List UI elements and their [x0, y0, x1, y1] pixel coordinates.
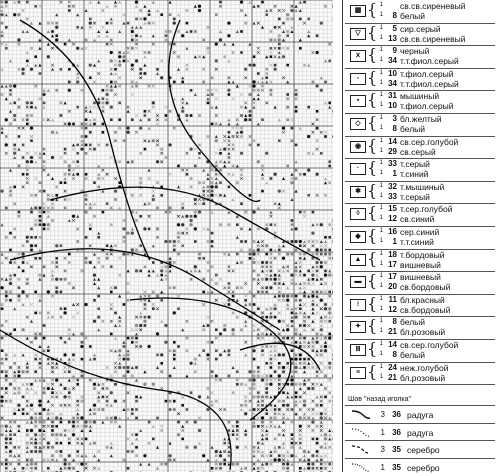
stitch-symbol-icon: ⅹ	[350, 50, 366, 62]
thread-color-name: св.синий	[400, 214, 434, 224]
brace-icon: {	[367, 204, 377, 222]
thread-color-name: черный	[400, 46, 429, 56]
thread-color-name: т.синий	[400, 169, 429, 179]
legend-row	[345, 113, 495, 137]
strand-count: 1	[373, 215, 383, 221]
backstitch-row	[345, 405, 495, 423]
stitch-symbol-icon: ◇	[350, 118, 366, 130]
thread-color-name: бл.красный	[400, 295, 445, 305]
strand-count: 1	[373, 92, 383, 98]
strand-count: 1	[373, 170, 383, 176]
thread-number: 35	[387, 445, 401, 454]
strand-count: 1	[373, 115, 383, 121]
strand-count: 1	[373, 12, 383, 18]
thread-color-name: вишневый	[400, 260, 441, 270]
brace-icon: {	[367, 340, 377, 358]
strand-count: 1	[373, 374, 383, 380]
legend-row	[345, 45, 495, 69]
thread-color-name: т.т.фиол.серый	[400, 56, 459, 66]
thread-color-name: радуга	[407, 428, 433, 438]
thread-number: 34	[381, 56, 397, 65]
stitch-symbol-icon: ·	[350, 163, 366, 175]
thread-color-name: бл.желтый	[400, 114, 442, 124]
stitch-symbol-icon: Ⅲ	[350, 344, 366, 356]
backstitch-row	[345, 440, 495, 458]
legend-row	[345, 158, 495, 182]
legend-row	[345, 203, 495, 227]
legend-row	[345, 271, 495, 295]
strand-count: 1	[373, 193, 383, 199]
brace-icon: {	[367, 1, 377, 19]
thread-number: 36	[387, 428, 401, 437]
backstitch-line-icon	[351, 408, 371, 420]
strand-count: 1	[373, 296, 383, 302]
backstitch-row	[345, 423, 495, 441]
thread-color-name: т.т.фиол.серый	[400, 79, 459, 89]
legend-row	[345, 90, 495, 114]
backstitch-line-icon	[351, 426, 371, 438]
thread-number: 1	[375, 428, 385, 437]
brace-icon: {	[367, 317, 377, 335]
strand-count: 1	[373, 102, 383, 108]
thread-number: 13	[381, 34, 397, 43]
thread-number: 33	[381, 192, 397, 201]
thread-number: 5	[381, 24, 397, 33]
thread-color-name: сир.серый	[400, 24, 441, 34]
stitch-symbol-icon: ▦	[350, 5, 366, 17]
thread-number: 34	[381, 79, 397, 88]
thread-number: 10	[381, 69, 397, 78]
thread-number: 15	[381, 204, 397, 213]
strand-count: 1	[373, 273, 383, 279]
stitch-symbol-icon: ◆	[350, 231, 366, 243]
strand-count: 1	[373, 341, 383, 347]
legend-row	[345, 249, 495, 273]
brace-icon: {	[367, 363, 377, 381]
brace-icon: {	[367, 69, 377, 87]
stitch-symbol-icon: ▬	[350, 276, 366, 288]
backstitch-line-icon	[351, 443, 371, 455]
strand-count: 1	[373, 47, 383, 53]
legend-row	[345, 181, 495, 205]
legend-divider	[342, 0, 343, 472]
thread-number: 1	[381, 237, 397, 246]
legend-row	[345, 136, 495, 160]
thread-color-name: белый	[400, 350, 425, 360]
thread-color-name: т.бордовый	[400, 250, 445, 260]
strand-count: 1	[373, 25, 383, 31]
brace-icon: {	[367, 272, 377, 290]
thread-color-name: белый	[400, 124, 425, 134]
thread-color-name: сер.синий	[400, 227, 439, 237]
thread-number: 17	[381, 272, 397, 281]
stitch-symbol-icon: ◊	[350, 208, 366, 220]
thread-color-name: белый	[400, 317, 425, 327]
strand-count: 1	[373, 138, 383, 144]
legend-row	[345, 23, 495, 47]
brace-icon: {	[367, 137, 377, 155]
color-key-legend	[345, 0, 495, 472]
thread-color-name: т.сер.голубой	[400, 204, 452, 214]
thread-number: 3	[375, 445, 385, 454]
thread-color-name: мышиный	[400, 91, 439, 101]
backstitch-row	[345, 458, 495, 476]
thread-color-name: т.т.синий	[400, 237, 434, 247]
thread-color-name: т.серый	[400, 192, 430, 202]
thread-number: 20	[381, 282, 397, 291]
backstitch-line-icon	[351, 461, 371, 473]
thread-color-name: т.серый	[400, 159, 430, 169]
legend-row	[345, 339, 495, 363]
stitch-symbol-icon: ▪	[350, 95, 366, 107]
thread-color-name: белый	[400, 11, 425, 21]
thread-color-name: бл.розовый	[400, 327, 445, 337]
strand-count: 1	[373, 228, 383, 234]
thread-number: 3	[381, 114, 397, 123]
strand-count: 1	[373, 251, 383, 257]
strand-count: 1	[373, 306, 383, 312]
thread-number: 17	[381, 260, 397, 269]
stitch-symbol-icon: ▽	[350, 28, 366, 40]
strand-count: 1	[373, 328, 383, 334]
strand-count: 1	[373, 160, 383, 166]
thread-number: 35	[387, 463, 401, 472]
thread-color-name: св.серый	[400, 147, 436, 157]
thread-number: 1	[381, 169, 397, 178]
thread-color-name: т.фиол.серый	[400, 101, 453, 111]
stitch-symbol-icon: ▲	[350, 254, 366, 266]
thread-color-name: св.сер.голубой	[400, 137, 458, 147]
thread-number: 33	[381, 159, 397, 168]
thread-number: 14	[381, 137, 397, 146]
thread-number: 16	[381, 227, 397, 236]
thread-color-name: радуга	[407, 410, 433, 420]
thread-number: 14	[381, 340, 397, 349]
legend-row	[345, 316, 495, 340]
strand-count: 1	[373, 183, 383, 189]
thread-number: 21	[381, 373, 397, 382]
brace-icon: {	[367, 24, 377, 42]
thread-color-name: серебро	[407, 463, 440, 473]
thread-color-name: св.сер.голубой	[400, 340, 458, 350]
thread-number: 10	[381, 101, 397, 110]
thread-number: 8	[381, 124, 397, 133]
thread-number: 11	[381, 295, 397, 304]
brace-icon: {	[367, 227, 377, 245]
strand-count: 1	[373, 70, 383, 76]
thread-number: 31	[381, 91, 397, 100]
strand-count: 1	[373, 318, 383, 324]
strand-count: 1	[373, 57, 383, 63]
strand-count: 1	[373, 125, 383, 131]
thread-number: 8	[381, 317, 397, 326]
thread-number: 12	[381, 305, 397, 314]
strand-count: 1	[373, 35, 383, 41]
strand-count: 1	[373, 351, 383, 357]
thread-color-name: св.бордовый	[400, 282, 450, 292]
stitch-symbol-icon: ✦	[350, 321, 366, 333]
legend-row	[345, 68, 495, 92]
thread-number: 9	[381, 46, 397, 55]
thread-number: 24	[381, 363, 397, 372]
backstitch-title: Шов "назад иголка"	[348, 396, 411, 403]
stitch-symbol-icon: ✱	[350, 186, 366, 198]
strand-count: 1	[373, 80, 383, 86]
thread-number: 29	[381, 147, 397, 156]
strand-count: 1	[373, 148, 383, 154]
strand-count: 1	[373, 283, 383, 289]
legend-row	[345, 294, 495, 318]
strand-count: 1	[373, 364, 383, 370]
thread-number: 8	[381, 11, 397, 20]
legend-row	[345, 0, 495, 24]
thread-color-name: т.мышиный	[400, 182, 444, 192]
legend-row	[345, 226, 495, 250]
thread-number: 1	[375, 463, 385, 472]
thread-number: 18	[381, 250, 397, 259]
stitch-symbol-icon: ◉	[350, 141, 366, 153]
strand-count: 1	[373, 2, 383, 8]
thread-number: 32	[381, 182, 397, 191]
brace-icon: {	[367, 91, 377, 109]
brace-icon: {	[367, 295, 377, 313]
stitch-symbol-icon: ⁝	[350, 299, 366, 311]
brace-icon: {	[367, 250, 377, 268]
thread-color-name: св.бордовый	[400, 305, 450, 315]
brace-icon: {	[367, 114, 377, 132]
brace-icon: {	[367, 159, 377, 177]
legend-row	[345, 362, 495, 386]
stitch-symbol-icon: ▫	[350, 73, 366, 85]
brace-icon: {	[367, 46, 377, 64]
thread-color-name: т.фиол.серый	[400, 69, 453, 79]
thread-number: 21	[381, 327, 397, 336]
thread-number: 12	[381, 214, 397, 223]
brace-icon: {	[367, 182, 377, 200]
thread-number: 3	[375, 410, 385, 419]
thread-number: 36	[387, 410, 401, 419]
thread-color-name: неж.голубой	[400, 363, 448, 373]
thread-color-name: вишневый	[400, 272, 441, 282]
stitch-symbol-icon: ≡	[350, 367, 366, 379]
strand-count: 1	[373, 238, 383, 244]
thread-color-name: св.св.сиреневый	[400, 34, 466, 44]
thread-color-name: св.св.сиреневый	[400, 1, 466, 11]
strand-count: 1	[373, 261, 383, 267]
thread-number: 8	[381, 350, 397, 359]
thread-color-name: бл.розовый	[400, 373, 445, 383]
thread-color-name: серебро	[407, 445, 440, 455]
strand-count: 1	[373, 205, 383, 211]
